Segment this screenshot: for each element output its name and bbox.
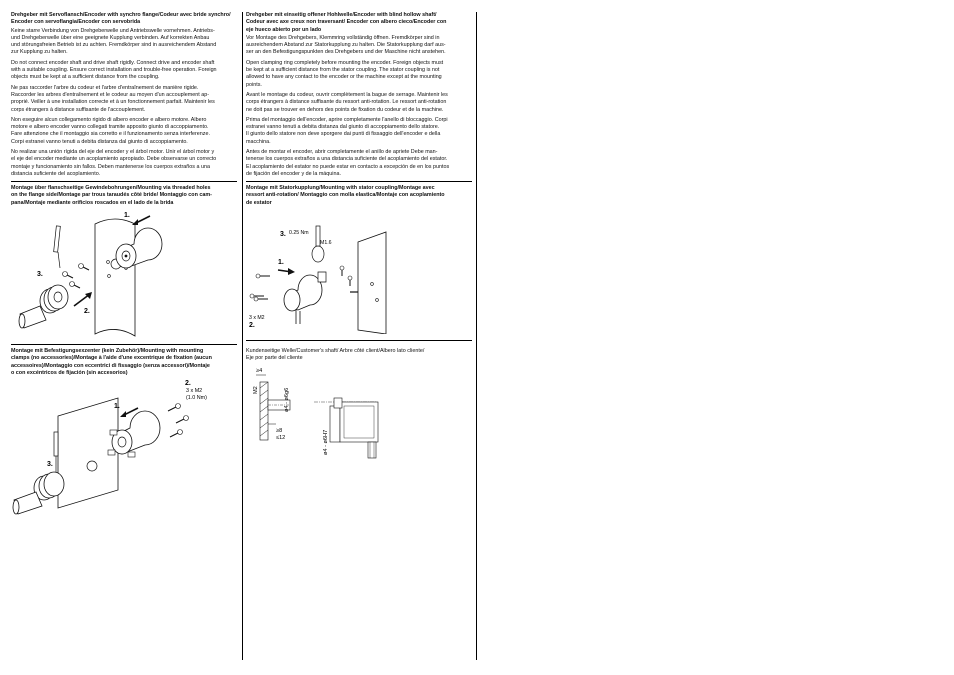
screw-icon bbox=[340, 266, 344, 276]
screw-spec: 3 x M2 bbox=[249, 315, 265, 321]
step-label: 2. bbox=[185, 380, 191, 387]
step-label: 3. bbox=[37, 271, 43, 278]
left-top-heading: Drehgeber mit Servoflansch/Encoder with synchro flange/Codeur avec bride synchro/ Encoder con servoflangia/Encoder con servobrida bbox=[11, 12, 231, 26]
dimension-label: ≥8 bbox=[276, 428, 283, 434]
drive-shaft bbox=[19, 314, 25, 328]
right-section-stator-coupling: Montage mit Statorkupplung/Mounting with stator coupling/Montage avec ressort anti-rotation/ Montaggio con molla elastica/Montaje con acoplamiento de estator bbox=[246, 185, 445, 206]
left-intro bbox=[11, 12, 241, 181]
column-divider-left bbox=[242, 12, 243, 660]
right-intro bbox=[246, 12, 474, 181]
figure-flange-mounting bbox=[10, 206, 210, 341]
step-label: 1. bbox=[114, 403, 120, 410]
screw-spec: 3 x M2 bbox=[186, 388, 203, 394]
clamp-icon bbox=[108, 450, 115, 455]
screwdriver-icon bbox=[58, 252, 60, 268]
torque-spec: 0.25 Nm bbox=[289, 230, 309, 236]
screw-icon bbox=[170, 430, 183, 438]
right-para-it: Prima del montaggio dell'encoder, aprire completamente l'anello di bloccaggio. Corpi estranei vanno tenuti a debita distanza dal giunto di accoppiamento dello statore. Il giunto dello statore non deve sporgere dai punti di fissaggio dell'encoder e della macchina. bbox=[246, 116, 448, 145]
mount-hole bbox=[87, 461, 97, 471]
dimension-label: ø4 - ø6g6 bbox=[284, 387, 290, 412]
torque-spec: (1.0 Nm) bbox=[186, 395, 207, 401]
stator-coupling bbox=[318, 272, 326, 282]
dimension-label: ø4 - ø6H7 bbox=[323, 429, 329, 455]
screw-icon bbox=[176, 416, 189, 424]
clamp-icon bbox=[128, 452, 135, 457]
dimension-label: M2 bbox=[253, 386, 259, 394]
right-para-en: Open clamping ring completely before mounting the encoder. Foreign objects must be kept at a sufficient distance from the stator coupling. The stator coupling is not allowed to have any contact to the encoder or the machine except at the mounting points. bbox=[246, 59, 444, 88]
screw-icon bbox=[79, 264, 90, 271]
figure-clamp-mounting bbox=[10, 380, 235, 525]
right-top-heading: Drehgeber mit einseitig offener Hohlwelle/Encoder with blind hollow shaft/ Codeur avec axe creux non traversant/ Encoder con albero cieco/Encoder con eje hueco abierto por un lado bbox=[246, 12, 447, 33]
step-label: 3. bbox=[47, 461, 53, 468]
left-section-mounting-clamps: Montage mit Befestigungsexzenter (kein Zubehör)/Mounting with mounting clamps (no accessories)/Montage à l'aide d'une excentrique de fixation (aucun accessoires)/Montaggio con eccentrici di fissaggio (senza accessori)/Montaje o con excéntricos de fijación (sin accesorios) bbox=[11, 348, 212, 376]
right-rule-1 bbox=[246, 181, 472, 182]
figure-stator-coupling bbox=[246, 212, 396, 334]
step-label: 1. bbox=[124, 212, 130, 219]
dimension-label: ≥4 bbox=[256, 368, 263, 374]
step-label: 1. bbox=[278, 259, 284, 266]
shaft-caption: Kundenseitige Welle/Customer's shaft/ Arbre côté client/Albero lato cliente/ Eje por parte del cliente bbox=[246, 348, 425, 362]
encoder-cable bbox=[368, 442, 376, 458]
arrow-icon bbox=[120, 411, 126, 417]
screw-icon bbox=[254, 297, 268, 301]
screwdriver-icon bbox=[54, 432, 58, 456]
left-para-fr: Ne pas raccorder l'arbre du codeur et l'arbre d'entraînement de manière rigide. Raccorder les arbres d'entraînement et le codeur au moyen d'un accouplement ap- proprié. Veiller à une installation correcte et à un fonctionnement parfait. Maintenir les corps étrangers à distance suffisante de l'accouplement. bbox=[11, 84, 215, 113]
encoder-side bbox=[340, 402, 378, 442]
arrow-icon bbox=[288, 268, 295, 275]
screw-icon bbox=[168, 404, 181, 412]
wall-plate bbox=[95, 219, 135, 336]
right-para-de: Vor Montage des Drehgebers, Klemmring vollständig öffnen. Fremdkörper sind in ausreichendem Abstand zur Statorkupplung zu halten. Die Statorkupplung darf aus- ser an den Befestigungspunkten des Drehgebers und der Maschine nicht anstehen. bbox=[246, 34, 446, 56]
screw-icon bbox=[70, 282, 81, 289]
left-para-it: Non eseguire alcun collegamento rigido di albero encoder e albero motore. Albero motore e albero encoder vanno collegati tramite apposito giunto di accoppiamento. Fare attenzione che il montaggio sia corretto e il funzionamento senza interferenze. Corpi estranei vanno tenuti a debita distanza dal giunto di accoppiamento. bbox=[11, 116, 210, 145]
clamp-icon bbox=[110, 430, 117, 435]
encoder-side bbox=[330, 406, 340, 442]
left-rule-1 bbox=[11, 181, 237, 182]
dimension-label: ≤12 bbox=[276, 435, 286, 441]
left-section-threaded-holes: Montage über flanschseitige Gewindebohrungen/Mounting via threaded holes on the flange side/Montage par trous taraudés côté bride/ Montaggio con cam- pana/Montaje mediante orificios roscados en el lado de la brida bbox=[11, 185, 212, 206]
left-para-en: Do not connect encoder shaft and drive shaft rigidly. Connect drive and encoder shaft with a suitable coupling. Ensure correct installation and trouble-free operation. Foreign objects must be kept at a sufficient distance from the coupling. bbox=[11, 59, 217, 81]
screw-icon bbox=[348, 276, 352, 286]
encoder-flange bbox=[284, 289, 300, 311]
arrow-icon bbox=[132, 219, 138, 225]
screwdriver-icon bbox=[54, 226, 61, 252]
right-para-fr: Avant le montage du codeur, ouvrir complètement la bague de serrage. Maintenir les corps étrangers à distance suffisante du ressort anti-rotation. Le ressort anti-rotation ne doit pas se trouver en dehors des points de fixation du codeur et de la machine. bbox=[246, 91, 448, 113]
figure-shaft-dimensions bbox=[246, 362, 396, 470]
left-rule-2 bbox=[11, 344, 237, 345]
stator-coupling bbox=[334, 398, 342, 408]
coupling bbox=[44, 472, 64, 496]
wall-plate bbox=[358, 232, 386, 334]
step-label: 3. bbox=[280, 231, 286, 238]
drive-shaft bbox=[13, 500, 19, 514]
right-para-es: Antes de montar el encoder, abrir completamente el anillo de apriete Debe man- tenerse los cuerpos extraños a una distancia suficiente del acoplamiento del estator. El acoplamiento del estator no puede estar en contacto a excepción de en los puntos de fijación del encoder y de la máquina. bbox=[246, 149, 450, 177]
encoder-cable bbox=[296, 310, 300, 324]
screw-icon bbox=[63, 272, 74, 279]
screw-spec: M1.6 bbox=[320, 240, 332, 246]
screw-icon bbox=[256, 274, 270, 278]
step-label: 2. bbox=[249, 322, 255, 329]
coupling bbox=[48, 285, 68, 309]
step-label: 2. bbox=[84, 308, 90, 315]
encoder-shaft bbox=[125, 255, 128, 258]
left-para-de: Keine starre Verbindung von Drehgeberwelle und Antriebswelle vornehmen. Antriebs- und Drehgeberwelle über eine geeignete Kupplung verbinden. Auf korrekten Anbau und störungsfreien Betrieb ist zu achten. Fremdkörper sind in ausreichendem Abstand zur Kupplung zu halten. bbox=[11, 27, 217, 56]
stator-coupling bbox=[312, 246, 324, 262]
right-rule-2 bbox=[246, 340, 472, 341]
column-divider-right bbox=[476, 12, 477, 660]
left-para-es: No realizar una unión rígida del eje del encoder y el árbol motor. Unir el árbol motor y el eje del encoder mediante un acoplamiento apropiado. Debe observarse un correcto montaje y funcionamiento sin fallos. Deben mantenerse los cuerpos extraños a una distancia suficiente del acoplamiento. bbox=[11, 149, 217, 177]
